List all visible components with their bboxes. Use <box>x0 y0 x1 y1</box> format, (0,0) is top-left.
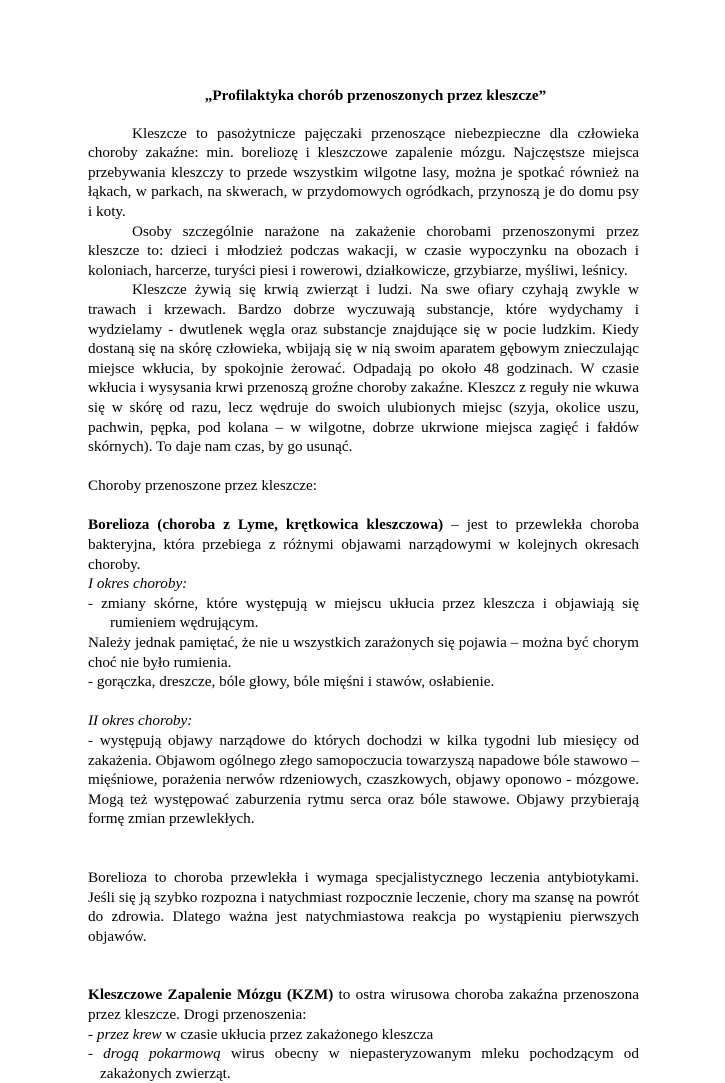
kzm-name: Kleszczowe Zapalenie Mózgu (KZM) <box>88 986 334 1004</box>
period2-label: II okres choroby: <box>88 712 193 730</box>
kzm-route-2-text: wirus obecny w niepasteryzowanym mleku pochodzącym od zakażonych zwierząt. <box>100 1045 639 1082</box>
period1-note: Należy jednak pamiętać, że nie u wszystkich zarażonych się pojawia – można być chorym choć nie było rumienia. <box>88 634 639 671</box>
period1-label: I okres choroby: <box>88 575 188 593</box>
period1-item-2: - gorączka, dreszcze, bóle głowy, bóle mięśni i stawów, osłabienie. <box>88 673 495 691</box>
borelioza-summary: Borelioza to choroba przewlekła i wymaga specjalistycznego leczenia antybiotykami. Jeśli się ją szybko rozpozna i natychmiast rozpocznie leczenie, chory ma szansę na powrót do zdrowia. Dlatego ważna jest natychmiastowa reakcja po wystąpieniu pierwszych objawów. <box>88 868 639 945</box>
intro-paragraph-1: Kleszcze to pasożytnicze pajęczaki przenoszące niebezpieczne dla człowieka choroby zakaźne: min. boreliozę i kleszczowe zapalenie mózgu. Najczęstsze miejsca przebywania kleszczy to przede wszystkim wilgotne lasy, można je spotkać również na łąkach, w parkach, na skwerach, w przydomowych ogródkach, przynoszą je do domu psy i koty. <box>88 124 639 220</box>
kzm-route-1 <box>88 1025 639 1045</box>
intro-paragraph-3: Kleszcze żywią się krwią zwierząt i ludzi. Na swe ofiary czyhają zwykle w trawach i krzewach. Bardzo dobrze wyczuwają substancje, które wydychamy i wydzielamy - dwutlenek węgla oraz substancje znajdujące się w pocie ludzkim. Kiedy dostaną się na skórę człowieka, wbijają się w nią swoim aparatem gębowym znieczulając miejsce wkłucia, by spokojnie żerować. Odpadają po około 48 godzinach. W czasie wkłucia i wysysania krwi przenoszą groźne choroby zakaźne. Kleszcz z reguły nie wkuwa się w skórę od razu, lecz wędruje do swoich ulubionych miejsc (szyja, okolice uszu, pachwin, pępka, pod kolana – w wilgotne, dobrze ukrwione miejsca zagięć i fałdów skórnych). To daje nam czas, by go usunąć. <box>88 281 639 456</box>
kzm-route-2-term: drogą pokarmową <box>103 1045 221 1063</box>
kzm-route-1-text: w czasie ukłucia przez zakażonego kleszcza <box>161 1025 434 1043</box>
kzm-route-1-bullet: - <box>88 1025 97 1043</box>
period2-text: - występują objawy narządowe do których dochodzi w kilka tygodni lub miesięcy od zakażenia. Objawom ogólnego złego samopoczucia towarzyszą napadowe bóle stawowo – mięśniowe, porażenia nerwów rdzeniowych, czaszkowych, objawy oponowo - mózgowe. Mogą też występować zaburzenia rytmu serca oraz bóle stawowe. Objawy przybierają formę zmian przewlekłych. <box>88 732 639 828</box>
kzm-route-1-term: przez krew <box>96 1025 162 1043</box>
diseases-heading: Choroby przenoszone przez kleszcze: <box>88 477 317 495</box>
borelioza-desc: – jest to przewlekła choroba bakteryjna, która przebiega z różnymi objawami narządowymi w kolejnych okresach choroby. <box>88 516 640 573</box>
period1-item-1: - zmiany skórne, które występują w miejscu ukłucia przez kleszcza i objawiają się rumieniem wędrującym. <box>88 594 639 632</box>
intro-paragraph-2: Osoby szczególnie narażone na zakażenie chorobami przenoszonymi przez kleszcze to: dzieci i młodzież podczas wakacji, w czasie wypoczynku na obozach i koloniach, harcerze, turyści piesi i rowerowi, działkowicze, grzybiarze, myśliwi, leśnicy. <box>88 222 639 279</box>
document-content <box>88 86 639 1083</box>
borelioza-paragraph <box>88 515 639 574</box>
document-title: „Profilaktyka chorób przenoszonych przez kleszcze” <box>204 87 547 104</box>
kzm-desc: to ostra wirusowa choroba zakaźna przenoszona przez kleszcze. Drogi przenoszenia: <box>88 986 639 1023</box>
kzm-route-2-bullet: - <box>88 1045 104 1063</box>
borelioza-name: Borelioza (choroba z Lyme, krętkowica kleszczowa) <box>88 516 444 534</box>
kzm-route-2 <box>88 1044 639 1083</box>
kzm-paragraph <box>88 985 639 1024</box>
